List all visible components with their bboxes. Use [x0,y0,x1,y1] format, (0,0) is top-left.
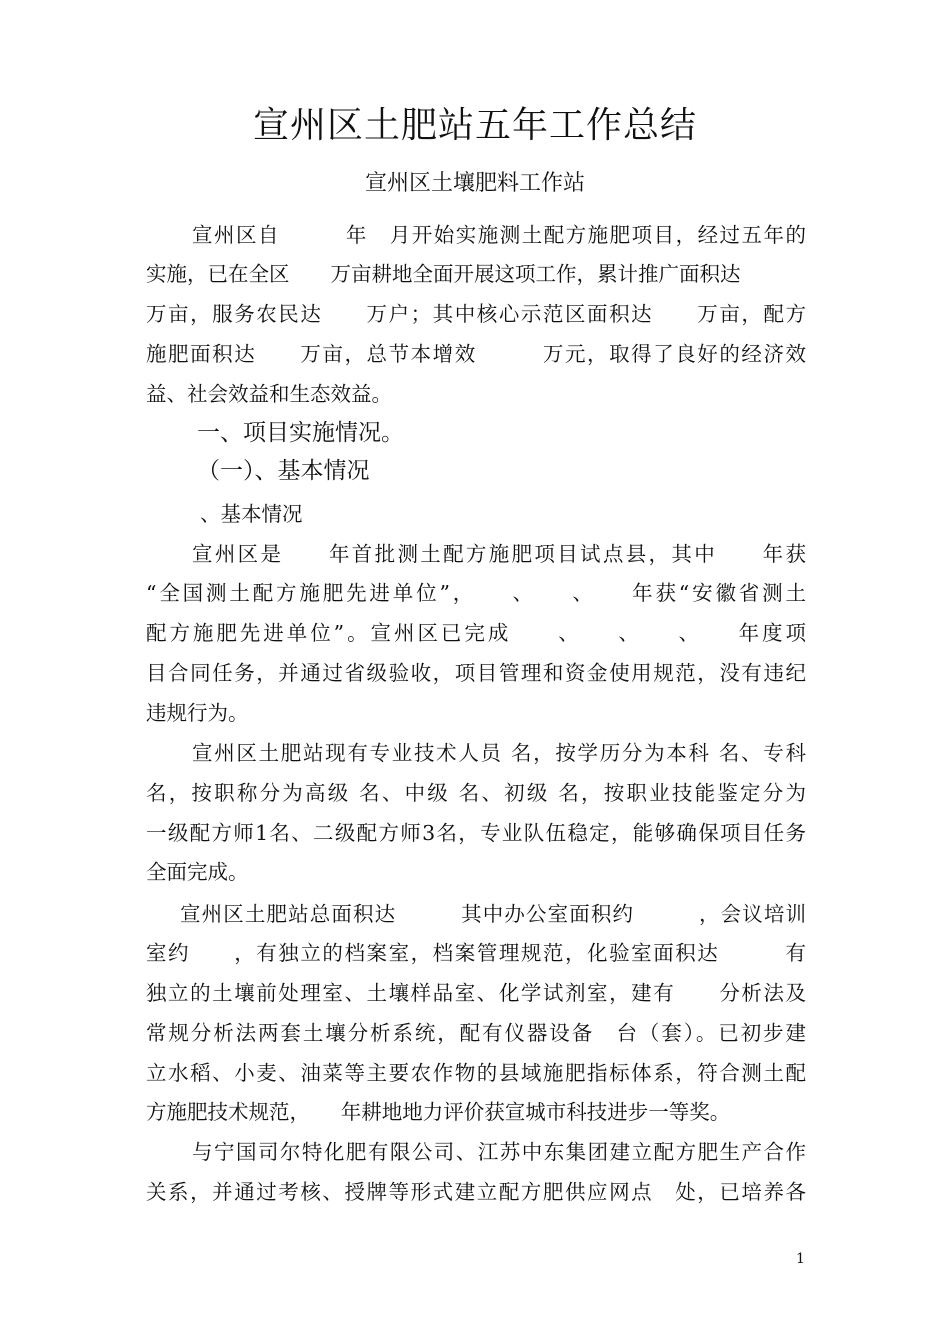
paragraph-line: 益、社会效益和生态效益。 [146,382,392,406]
paragraph-line: 与宁国司尔特化肥有限公司、江苏中东集团建立配方肥生产合作 [192,1140,806,1164]
paragraph-line: 宣州区土肥站现有专业技术人员 名，按学历分为本科 名、专科 [192,741,806,765]
paragraph-line: 室约 ，有独立的档案室，档案管理规范，化验室面积达 有 [146,941,806,965]
paragraph-line: 常规分析法两套土壤分析系统，配有仪器设备 台（套）。已初步建 [146,1021,806,1045]
item-heading: 、基本情况 [200,502,303,526]
page-number: 1 [796,1251,805,1267]
paragraph-line: 关系，并通过考核、授牌等形式建立配方肥供应网点 处，已培养各 [146,1180,806,1204]
paragraph-line: 一级配方师1名、二级配方师3名，专业队伍稳定，能够确保项目任务 [146,821,806,845]
paragraph-line: 立水稻、小麦、油菜等主要农作物的县域施肥指标体系，符合测土配 [146,1061,806,1085]
paragraph-line: 宣州区是 年首批测土配方施肥项目试点县，其中 年获 [192,542,806,566]
paragraph-line: 实施，已在全区 万亩耕地全面开展这项工作，累计推广面积达 [146,262,741,286]
paragraph-line: 宣州区土肥站总面积达 其中办公室面积约 ，会议培训 [180,902,806,926]
paragraph-line: 独立的土壤前处理室、土壤样品室、化学试剂室，建有 分析法及 [146,981,806,1005]
paragraph-line: 违规行为。 [146,701,249,725]
paragraph-line: 名，按职称分为高级 名、中级 名、初级 名，按职业技能鉴定分为 [146,781,806,805]
paragraph-line: 目合同任务，并通过省级验收，项目管理和资金使用规范，没有违纪 [146,661,806,685]
page-subtitle: 宣州区土壤肥料工作站 [364,171,585,196]
subsection-heading: （一）、基本情况 [197,458,370,484]
section-heading: 一、项目实施情况。 [197,420,404,446]
paragraph-line: “全国测土配方施肥先进单位”， 、 、 年获“安徽省测土 [146,581,806,605]
page-title: 宣州区土肥站五年工作总结 [252,105,697,146]
paragraph-line: 全面完成。 [146,860,249,884]
paragraph-line: 方施肥技术规范， 年耕地地力评价获宣城市科技进步一等奖。 [146,1100,731,1124]
paragraph-line: 配方施肥先进单位”。宣州区已完成 、 、 、 年度项 [146,621,806,645]
paragraph-line: 宣州区自 年 月开始实施测土配方施肥项目，经过五年的 [192,223,806,247]
paragraph-line: 万亩，服务农民达 万户；其中核心示范区面积达 万亩，配方 [146,302,806,326]
paragraph-line: 施肥面积达 万亩，总节本增效 万元，取得了良好的经济效 [146,342,806,366]
